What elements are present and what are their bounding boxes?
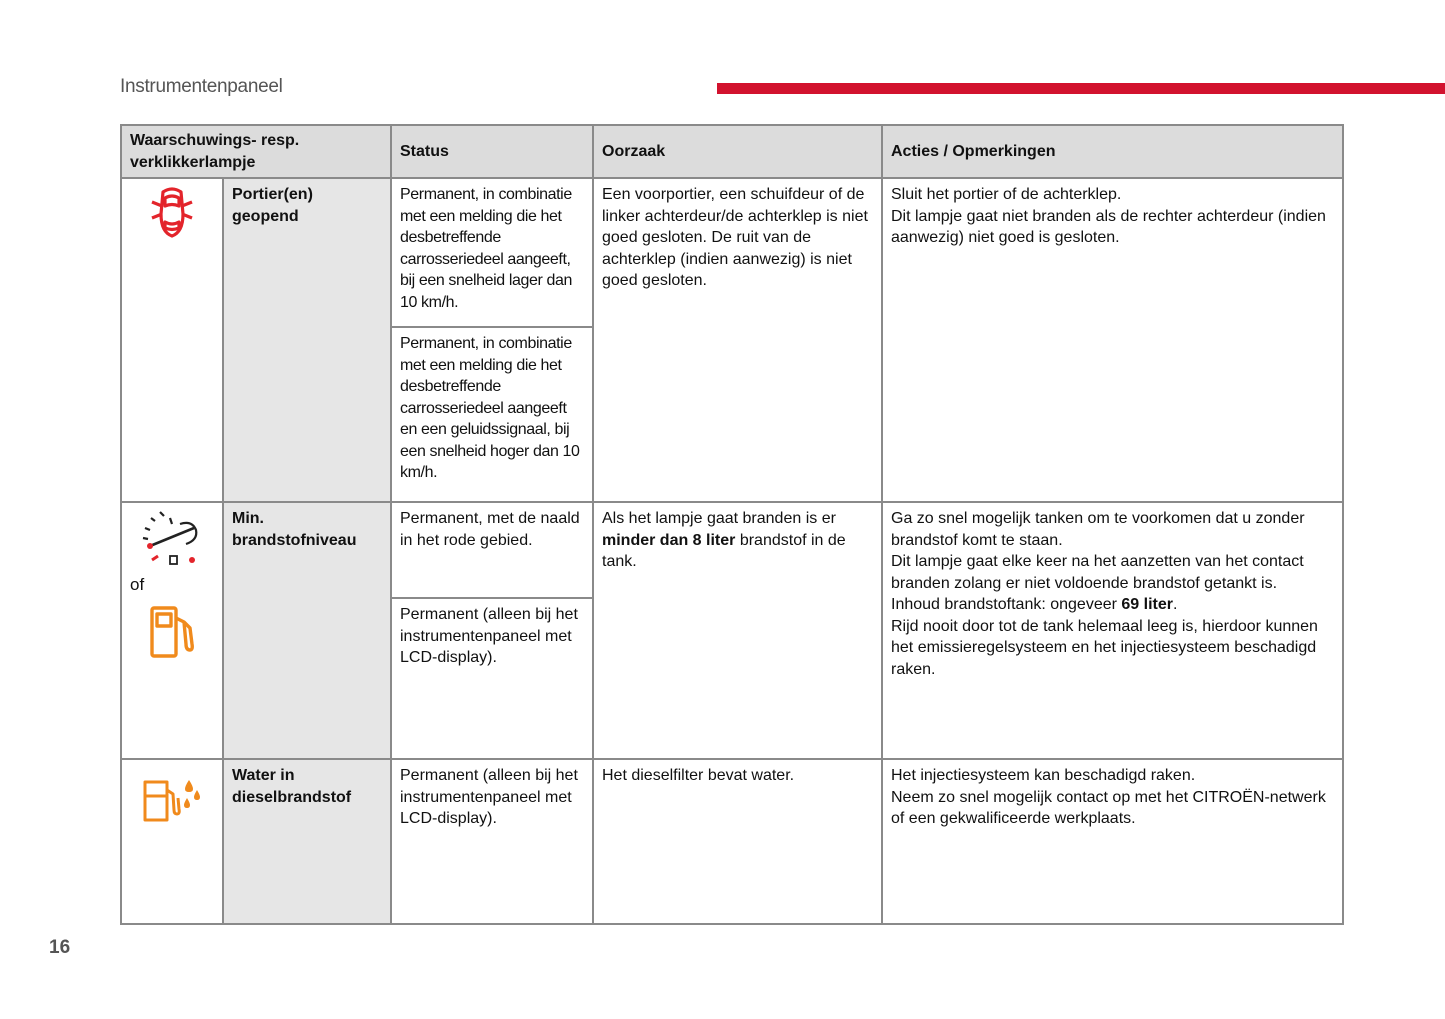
warning-lights-table [120, 124, 1344, 925]
cause-highlight: minder dan 8 liter [602, 531, 736, 549]
water-in-diesel-icon [130, 776, 214, 824]
table-header-row [121, 125, 1343, 178]
lamp-icon-cell [121, 178, 223, 502]
action-line: Dit lampje gaat niet branden als de rechter achterdeur (indien aanwezig) niet goed is gesloten. [891, 207, 1326, 246]
capacity-text: . [1172, 596, 1178, 613]
table-row [121, 178, 1343, 327]
cause-cell: Een voorportier, een schuifdeur of de linker achterdeur/de achterklep is niet goed gesloten. De ruit van de achterklep (indien aanwezig) is niet goed gesloten. [593, 178, 882, 502]
capacity-text: Inhoud brandstoftank: ongeveer [891, 596, 1122, 613]
column-header-status: Status [391, 125, 593, 178]
cause-text: brandstof in de tank. [602, 531, 846, 570]
actions-cell [882, 759, 1343, 924]
action-line: Ga zo snel mogelijk tanken om te voorkomen dat u zonder brandstof komt te staan. [891, 510, 1305, 549]
table-row [121, 502, 1343, 598]
capacity-value: 69 liter [1121, 596, 1173, 613]
fuel-pump-icon [130, 604, 214, 660]
cause-cell: Het dieselfilter bevat water. [593, 759, 882, 924]
action-line: Sluit het portier of de achterklep. [891, 186, 1122, 203]
lamp-name: Portier(en) geopend [223, 178, 391, 502]
column-header-cause: Oorzaak [593, 125, 882, 178]
action-line: Dit lampje gaat elke keer na het aanzetten van het contact branden zolang er niet voldoende brandstof getankt is. [891, 553, 1304, 592]
status-cell: Permanent, met de naald in het rode gebied. [391, 502, 593, 598]
fuel-gauge-icon [130, 508, 214, 570]
cause-cell [593, 502, 882, 759]
actions-cell [882, 502, 1343, 759]
page-number: 16 [49, 937, 71, 958]
header-accent-bar [717, 83, 1445, 94]
table-row [121, 759, 1343, 924]
lamp-icon-cell [121, 759, 223, 924]
page-header-title: Instrumentenpaneel [120, 76, 283, 97]
or-label: of [130, 575, 145, 594]
column-header-actions: Acties / Opmerkingen [882, 125, 1343, 178]
status-cell: Permanent, in combinatie met een melding die het desbetreffende carrosseriedeel aangeeft en een geluidssignaal, bij een snelheid hoger dan 10 km/h. [391, 327, 593, 502]
action-line: Neem zo snel mogelijk contact op met het CITROËN-netwerk of een gekwalificeerde werkplaats. [891, 788, 1326, 827]
cause-text: Als het lampje gaat branden is er [602, 510, 836, 527]
lamp-icon-cell [121, 502, 223, 759]
actions-cell [882, 178, 1343, 502]
door-open-icon [130, 184, 214, 244]
lamp-name: Min. brandstofniveau [223, 502, 391, 759]
status-cell: Permanent, in combinatie met een melding die het desbetreffende carrosseriedeel aangeeft, bij een snelheid lager dan 10 km/h. [391, 178, 593, 327]
status-cell: Permanent (alleen bij het instrumentenpaneel met LCD-display). [391, 759, 593, 924]
action-line: Rijd nooit door tot de tank helemaal leeg is, hierdoor kunnen het emissieregelsysteem en het injectiesysteem beschadigd raken. [891, 617, 1318, 678]
status-cell: Permanent (alleen bij het instrumentenpaneel met LCD-display). [391, 598, 593, 759]
capacity-line [891, 594, 1334, 616]
lamp-name: Water in dieselbrandstof [223, 759, 391, 924]
action-line: Het injectiesysteem kan beschadigd raken. [891, 767, 1196, 784]
column-header-lamp: Waarschuwings- resp. verklikkerlampje [121, 125, 391, 178]
